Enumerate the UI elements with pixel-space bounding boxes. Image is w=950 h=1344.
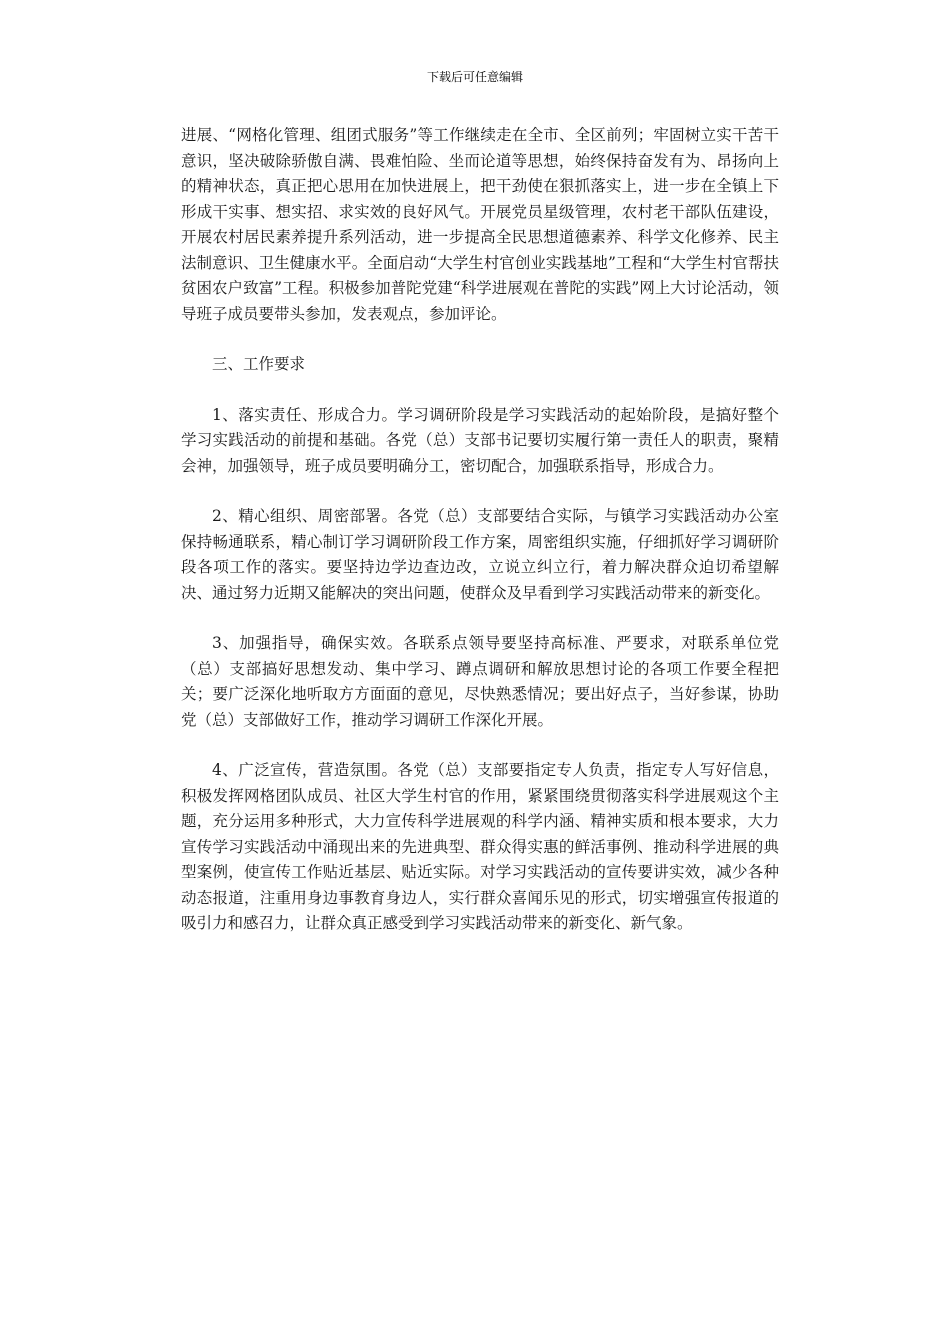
document-body	[181, 123, 779, 962]
header-note: 下载后可任意编辑	[426, 70, 523, 84]
paragraph-requirement-3: 3、加强指导，确保实效。各联系点领导要坚持高标准、严要求，对联系单位党（总）支部搞好思想发动、集中学习、蹲点调研和解放思想讨论的各项工作要全程把关；要广泛深化地听取方方面面的意见，尽快熟悉情况；要出好点子，当好参谋，协助党（总）支部做好工作，推动学习调研工作深化开展。	[181, 634, 779, 729]
paragraph-requirement-2: 2、精心组织、周密部署。各党（总）支部要结合实际，与镇学习实践活动办公室保持畅通联系，精心制订学习调研阶段工作方案，周密组织实施，仔细抓好学习调研阶段各项工作的落实。要坚持边学边查边改，立说立纠立行，着力解决群众迫切希望解决、通过努力近期又能解决的突出问题，使群众及早看到学习实践活动带来的新变化。	[181, 507, 779, 602]
paragraph-requirement-4: 4、广泛宣传，营造氛围。各党（总）支部要指定专人负责，指定专人写好信息，积极发挥网格团队成员、社区大学生村官的作用，紧紧围绕贯彻落实科学进展观这个主题，充分运用多种形式，大力宣传科学进展观的科学内涵、精神实质和根本要求，大力宣传学习实践活动中涌现出来的先进典型、群众得实惠的鲜活事例、推动科学进展的典型案例，使宣传工作贴近基层、贴近实际。对学习实践活动的宣传要讲实效，减少各种动态报道，注重用身边事教育身边人，实行群众喜闻乐见的形式，切实增强宣传报道的吸引力和感召力，让群众真正感受到学习实践活动带来的新变化、新气象。	[181, 761, 779, 932]
paragraph-requirement-1: 1、落实责任、形成合力。学习调研阶段是学习实践活动的起始阶段，是搞好整个学习实践活动的前提和基础。各党（总）支部书记要切实履行第一责任人的职责，聚精会神，加强领导，班子成员要明确分工，密切配合，加强联系指导，形成合力。	[181, 405, 779, 475]
section-heading: 三、工作要求	[212, 355, 306, 373]
paragraph-intro: 进展、“网格化管理、组团式服务”等工作继续走在全市、全区前列；牢固树立实干苦干意识，坚决破除骄傲自满、畏难怕险、坐而论道等思想，始终保持奋发有为、昂扬向上的精神状态，真正把心思用在加快进展上，把干劲使在狠抓落实上，进一步在全镇上下形成干实事、想实招、求实效的良好风气。开展党员星级管理，农村老干部队伍建设，开展农村居民素养提升系列活动，进一步提高全民思想道德素养、科学文化修养、民主法制意识、卫生健康水平。全面启动“大学生村官创业实践基地”工程和“大学生村官帮扶贫困农户致富”工程。积极参加普陀党建“科学进展观在普陀的实践”网上大讨论活动，领导班子成员要带头参加，发表观点，参加评论。	[181, 126, 779, 323]
